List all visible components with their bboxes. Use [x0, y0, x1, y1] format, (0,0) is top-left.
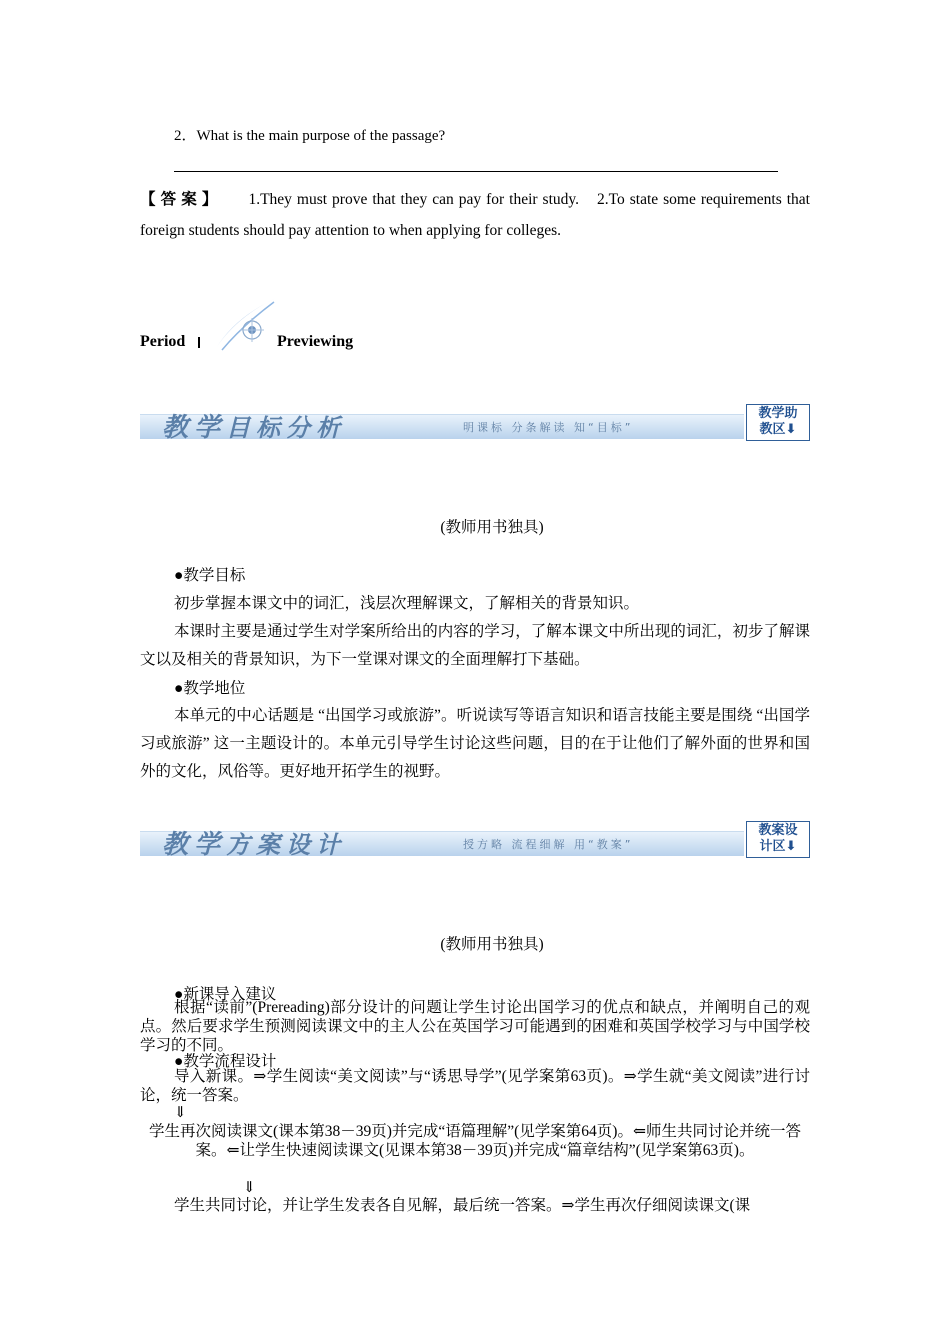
comet-logo-icon — [212, 296, 278, 352]
teaching-objective-banner — [140, 404, 810, 442]
paragraph: 学生再次阅读课文(课本第38－39页)并完成“语篇理解”(见学案第64页)。⇐师生共同讨论并统一答案。⇐让学生快速阅读课文(见课本第38－39页)并完成“篇章结构”(见学案第63页)。 — [149, 1123, 801, 1159]
section-heading-intro: ●新课导入建议 — [174, 986, 277, 1003]
paragraph: 本课时主要是通过学生对学案所给出的内容的学习，了解本课文中所出现的词汇，初步了解课文以及相关的背景知识，为下一堂课对课文的全面理解打下基础。 — [140, 623, 810, 668]
banner-title: 教学目标分析 — [162, 413, 347, 443]
down-arrow-icon: ⇓ — [243, 1180, 256, 1196]
period-title: Previewing — [277, 333, 354, 350]
paragraph: 导入新课。⇒学生阅读“美文阅读”与“诱思导学”(见学案第63页)。⇒学生就“美文阅读”进行讨论，统一答案。 — [140, 1068, 810, 1104]
paragraph: 根据“读前”(Prereading)部分设计的问题让学生讨论出国学习的优点和缺点，并阐明自己的观点。然后要求学生预测阅读课文中的主人公在英国学习可能遇到的困难和英国学校学习与中国学校学习的不同。 — [140, 999, 810, 1054]
teaching-plan-banner — [140, 821, 810, 859]
teacher-only-note: (教师用书独具) — [440, 936, 544, 953]
teacher-area-button[interactable]: 教学助 教区⬇ — [746, 404, 810, 441]
teacher-only-note: (教师用书独具) — [440, 519, 544, 536]
answer-2: 2.To state some requirements that foreign students should pay attention to when applying for colleges. — [140, 191, 810, 239]
answer-blank-line — [174, 171, 778, 172]
section-heading-flow: ●教学流程设计 — [174, 1053, 277, 1070]
paragraph: 学生共同讨论，并让学生发表各自见解，最后统一答案。⇒学生再次仔细阅读课文(课 — [174, 1197, 751, 1214]
period-roman-numeral — [198, 337, 200, 348]
answer-1: 1.They must prove that they can pay for their study. — [248, 191, 579, 208]
paragraph: 本单元的中心话题是 “出国学习或旅游”。听说读写等语言知识和语言技能主要是围绕 “出国学习或旅游” 这一主题设计的。本单元引导学生讨论这些问题，目的在于让他们了解外面的世界和国外的文化，风俗等。更好地开拓学生的视野。 — [140, 707, 810, 780]
banner-title: 教学方案设计 — [162, 830, 347, 860]
banner-subtitle: 授方略 流程细解 用“教案” — [463, 838, 634, 851]
section-heading-objectives: ●教学目标 — [174, 567, 246, 584]
answer-tag: 【答案】 — [140, 191, 223, 208]
period-label: Period — [140, 333, 186, 350]
lesson-plan-area-button[interactable]: 教案设 计区⬇ — [746, 821, 810, 858]
paragraph: 初步掌握本课文中的词汇，浅层次理解课文，了解相关的背景知识。 — [174, 595, 640, 612]
answer-block — [140, 184, 810, 246]
down-arrow-icon: ⇓ — [174, 1105, 187, 1121]
section-heading-status: ●教学地位 — [174, 680, 246, 697]
question-2: 2．What is the main purpose of the passage? — [174, 128, 446, 144]
banner-subtitle: 明课标 分条解读 知“目标” — [463, 421, 634, 434]
